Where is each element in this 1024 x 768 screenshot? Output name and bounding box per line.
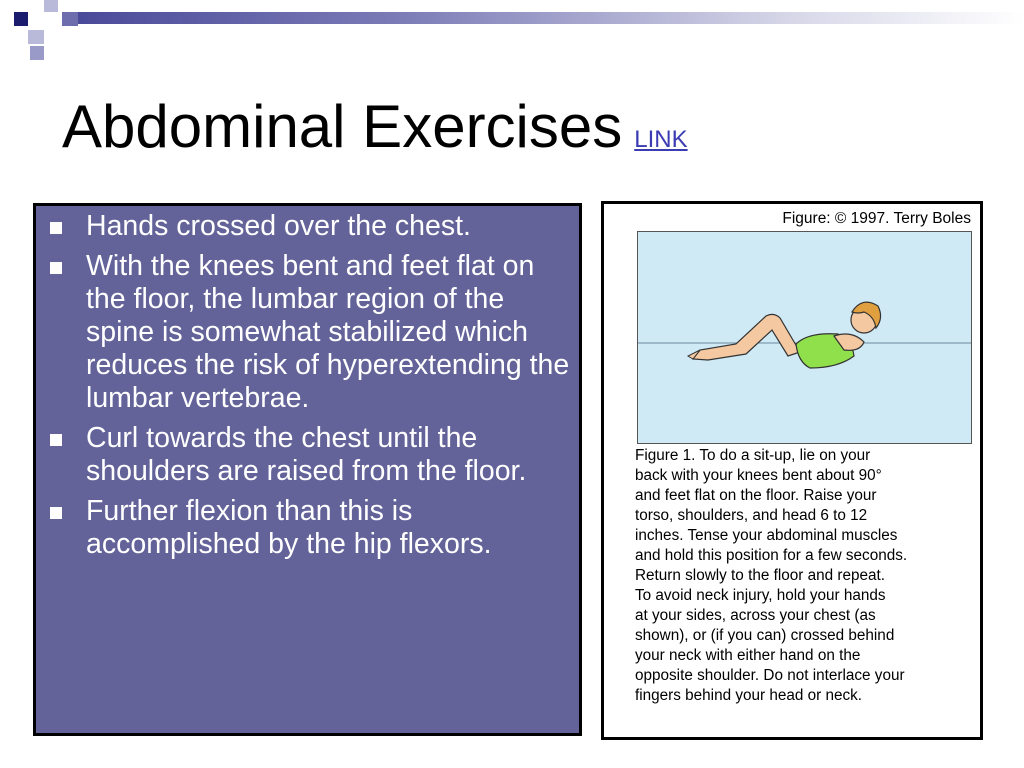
bullet-list (48, 210, 578, 568)
bullet-text: With the knees bent and feet flat on the floor, the lumbar region of the spine is somewhat stabilized which reduces the risk of hyperextending the lumbar vertebrae. (86, 250, 570, 414)
slide-title-row (62, 92, 688, 161)
link[interactable]: LINK (634, 126, 688, 153)
deco-square-light (28, 30, 44, 44)
bullet-text: Hands crossed over the chest. (86, 210, 471, 242)
slide-title: Abdominal Exercises (62, 93, 623, 160)
square-bullet-icon (50, 222, 62, 234)
bullet-item (48, 495, 578, 561)
square-bullet-icon (50, 507, 62, 519)
bullet-text: Curl towards the chest until the shoulders are raised from the floor. (86, 422, 527, 487)
figure-credit: Figure: © 1997. Terry Boles (782, 210, 971, 227)
bullet-panel (33, 203, 582, 736)
deco-square-mid (62, 12, 78, 26)
bullet-item (48, 250, 578, 415)
figure-caption: Figure 1. To do a sit-up, lie on your back with your knees bent about 90° and feet flat on the floor. Raise your torso, shoulders, and head 6 to 12 inches. Tense your abdominal muscles and hold this position for a few seconds. Return slowly to the floor and repeat. To avoid neck injury, hold your hands at your sides, across your chest (as shown), or (if you can) crossed behind your neck with either hand on the opposite shoulder. Do not interlace your fingers behind your head or neck. (635, 447, 908, 704)
title-gradient-bar (78, 12, 1024, 24)
bullet-text: Further flexion than this is accomplished by the hip flexors. (86, 495, 492, 560)
bullet-item (48, 422, 578, 488)
situp-figure-icon (638, 232, 971, 443)
situp-illustration (637, 231, 972, 444)
figure-panel (601, 201, 983, 740)
deco-square-light (44, 0, 58, 12)
bullet-item (48, 210, 578, 243)
square-bullet-icon (50, 434, 62, 446)
deco-square-mid (30, 46, 44, 60)
square-bullet-icon (50, 262, 62, 274)
deco-square-dark (14, 12, 28, 26)
